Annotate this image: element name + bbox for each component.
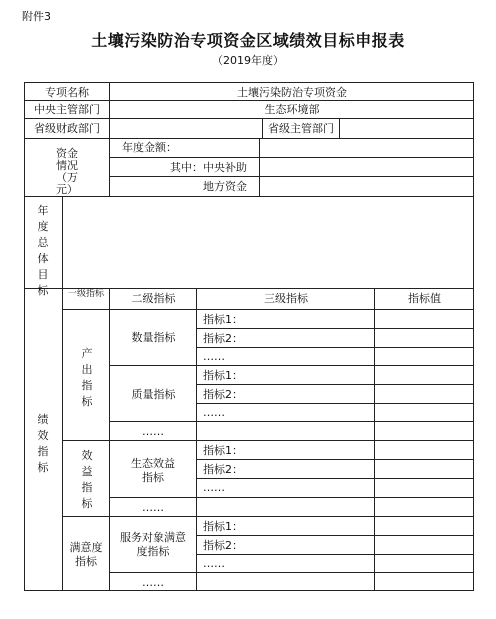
benefit-dots: ……	[203, 481, 225, 494]
funds-label: 资金情况（万元）	[56, 147, 78, 196]
form-year: （2019年度）	[212, 54, 284, 67]
central-subsidy-label: 其中：中央补助	[170, 161, 247, 174]
header-value: 指标值	[408, 292, 441, 305]
project-name-value: 土壤污染防治专项资金	[237, 86, 347, 99]
satisfaction-indicator-label: 满意度指标	[69, 541, 103, 568]
central-dept-label: 中央主管部门	[34, 103, 100, 116]
quantity-ind2: 指标2：	[203, 332, 243, 345]
satisfaction-more-dots: ……	[142, 576, 164, 589]
satisfaction-ind1: 指标1：	[203, 520, 243, 533]
attachment-label: 附件3	[22, 10, 51, 23]
prov-finance-label: 省级财政部门	[34, 122, 100, 135]
quality-ind2: 指标2：	[203, 388, 243, 401]
output-more-dots: ……	[142, 425, 164, 438]
service-satisfaction-label: 服务对象满意度指标	[120, 531, 186, 558]
eco-benefit-label: 生态效益指标	[131, 457, 175, 484]
output-indicator-label: 产出指标	[81, 347, 93, 408]
benefit-ind2: 指标2：	[203, 463, 243, 476]
quantity-dots: ……	[203, 350, 225, 363]
quality-ind1: 指标1：	[203, 369, 243, 382]
prov-dept-label: 省级主管部门	[268, 122, 334, 135]
central-dept-value: 生态环境部	[264, 103, 320, 116]
quantity-indicator-label: 数量指标	[131, 331, 176, 344]
benefit-more-dots: ……	[142, 501, 164, 514]
perf-indicator-label: 绩效指标	[37, 413, 49, 474]
project-name-label: 专项名称	[45, 86, 89, 99]
satisfaction-ind2: 指标2：	[203, 539, 243, 552]
annual-amount-label: 年度金额：	[122, 141, 177, 154]
header-level1: 一级指标	[67, 289, 104, 299]
form-title: 土壤污染防治专项资金区域绩效目标申报表	[91, 31, 405, 50]
quality-dots: ……	[203, 406, 225, 419]
benefit-ind1: 指标1：	[203, 444, 243, 457]
satisfaction-dots: ……	[203, 557, 225, 570]
header-level2: 二级指标	[131, 292, 176, 305]
quality-indicator-label: 质量指标	[131, 388, 176, 401]
benefit-indicator-label: 效益指标	[81, 449, 93, 510]
annual-goal-label: 年度总体目标	[37, 204, 49, 297]
local-funds-label: 地方资金	[203, 180, 247, 193]
quantity-ind1: 指标1：	[203, 313, 243, 326]
header-level3: 三级指标	[264, 292, 308, 305]
